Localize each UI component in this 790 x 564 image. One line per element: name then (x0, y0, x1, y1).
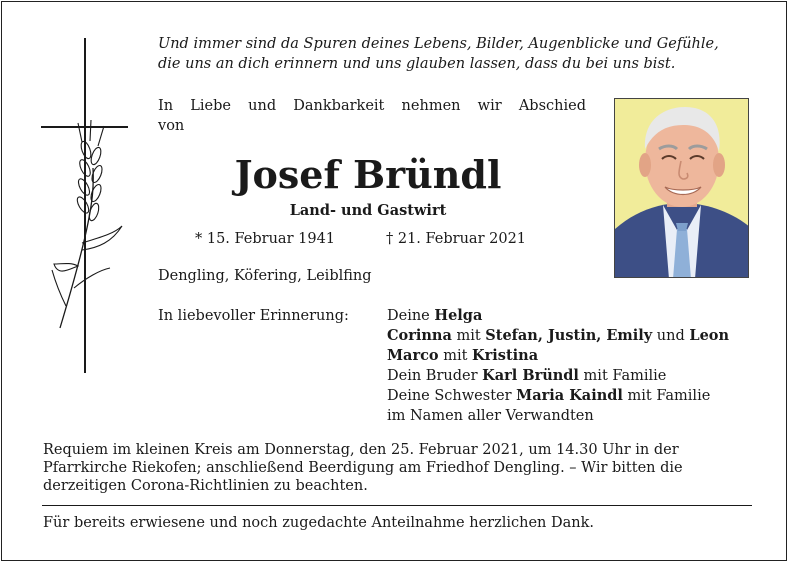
mourner-text: und (652, 328, 690, 344)
portrait-photo (614, 98, 749, 278)
mourner-text: Dein Bruder (387, 368, 483, 384)
poem (158, 34, 758, 74)
mourner-name: Maria Kaindl (516, 387, 623, 404)
mourner-text: mit Familie (622, 388, 711, 404)
mourner-text: Deine Schwester (387, 388, 517, 404)
mourner-name: Kristina (472, 347, 539, 364)
mourner-text: mit (451, 328, 486, 344)
places: Dengling, Köfering, Leiblfing (158, 268, 372, 284)
mourner-line (387, 306, 767, 326)
intro-line: von (158, 118, 185, 134)
mourner-text: Deine (387, 308, 435, 324)
thanks-text: Für bereits erwiesene und noch zugedachte Anteilnahme herzlichen Dank. (43, 515, 594, 531)
poem-line: die uns an dich erinnern und uns glauben lassen, dass du bei uns bist. (158, 56, 676, 72)
mourner-name: Stefan, Justin, Emily (485, 327, 653, 344)
mourner-line (387, 386, 767, 406)
requiem-line: Pfarrkirche Riekofen; anschließend Beerdigung am Friedhof Dengling. – Wir bitten die (43, 460, 683, 476)
mourner-text: im Namen aller Verwandten (387, 408, 594, 424)
poem-line: Und immer sind da Spuren deines Lebens, Bilder, Augenblicke und Gefühle, (158, 36, 719, 52)
deceased-name: Josef Bründl (234, 152, 502, 197)
requiem-text (43, 441, 753, 495)
death-date: † 21. Februar 2021 (386, 231, 527, 247)
mourner-name: Marco (387, 347, 439, 364)
requiem-line: Requiem im kleinen Kreis am Donnerstag, den 25. Februar 2021, um 14.30 Uhr in der (43, 442, 679, 458)
mourner-line (387, 346, 767, 366)
cross-with-wheat-icon (38, 38, 138, 383)
mourners-list (387, 306, 767, 426)
mourner-line (387, 326, 767, 346)
mourner-line (387, 406, 767, 426)
mourner-text: mit (438, 348, 473, 364)
mourner-line (387, 366, 767, 386)
deceased-occupation: Land- und Gastwirt (289, 202, 447, 219)
mourner-name: Leon (689, 327, 730, 344)
requiem-line: derzeitigen Corona-Richtlinien zu beachten. (43, 478, 368, 494)
divider (42, 505, 752, 506)
mourner-name: Karl Bründl (482, 367, 579, 384)
memory-label: In liebevoller Erinnerung: (158, 308, 349, 324)
mourner-name: Corinna (387, 327, 452, 344)
mourner-name: Helga (434, 307, 483, 324)
obituary-notice (1, 1, 787, 561)
birth-date: * 15. Februar 1941 (195, 231, 336, 247)
intro-line: In Liebe und Dankbarkeit nehmen wir Abschied (158, 98, 586, 114)
mourner-text: mit Familie (578, 368, 667, 384)
